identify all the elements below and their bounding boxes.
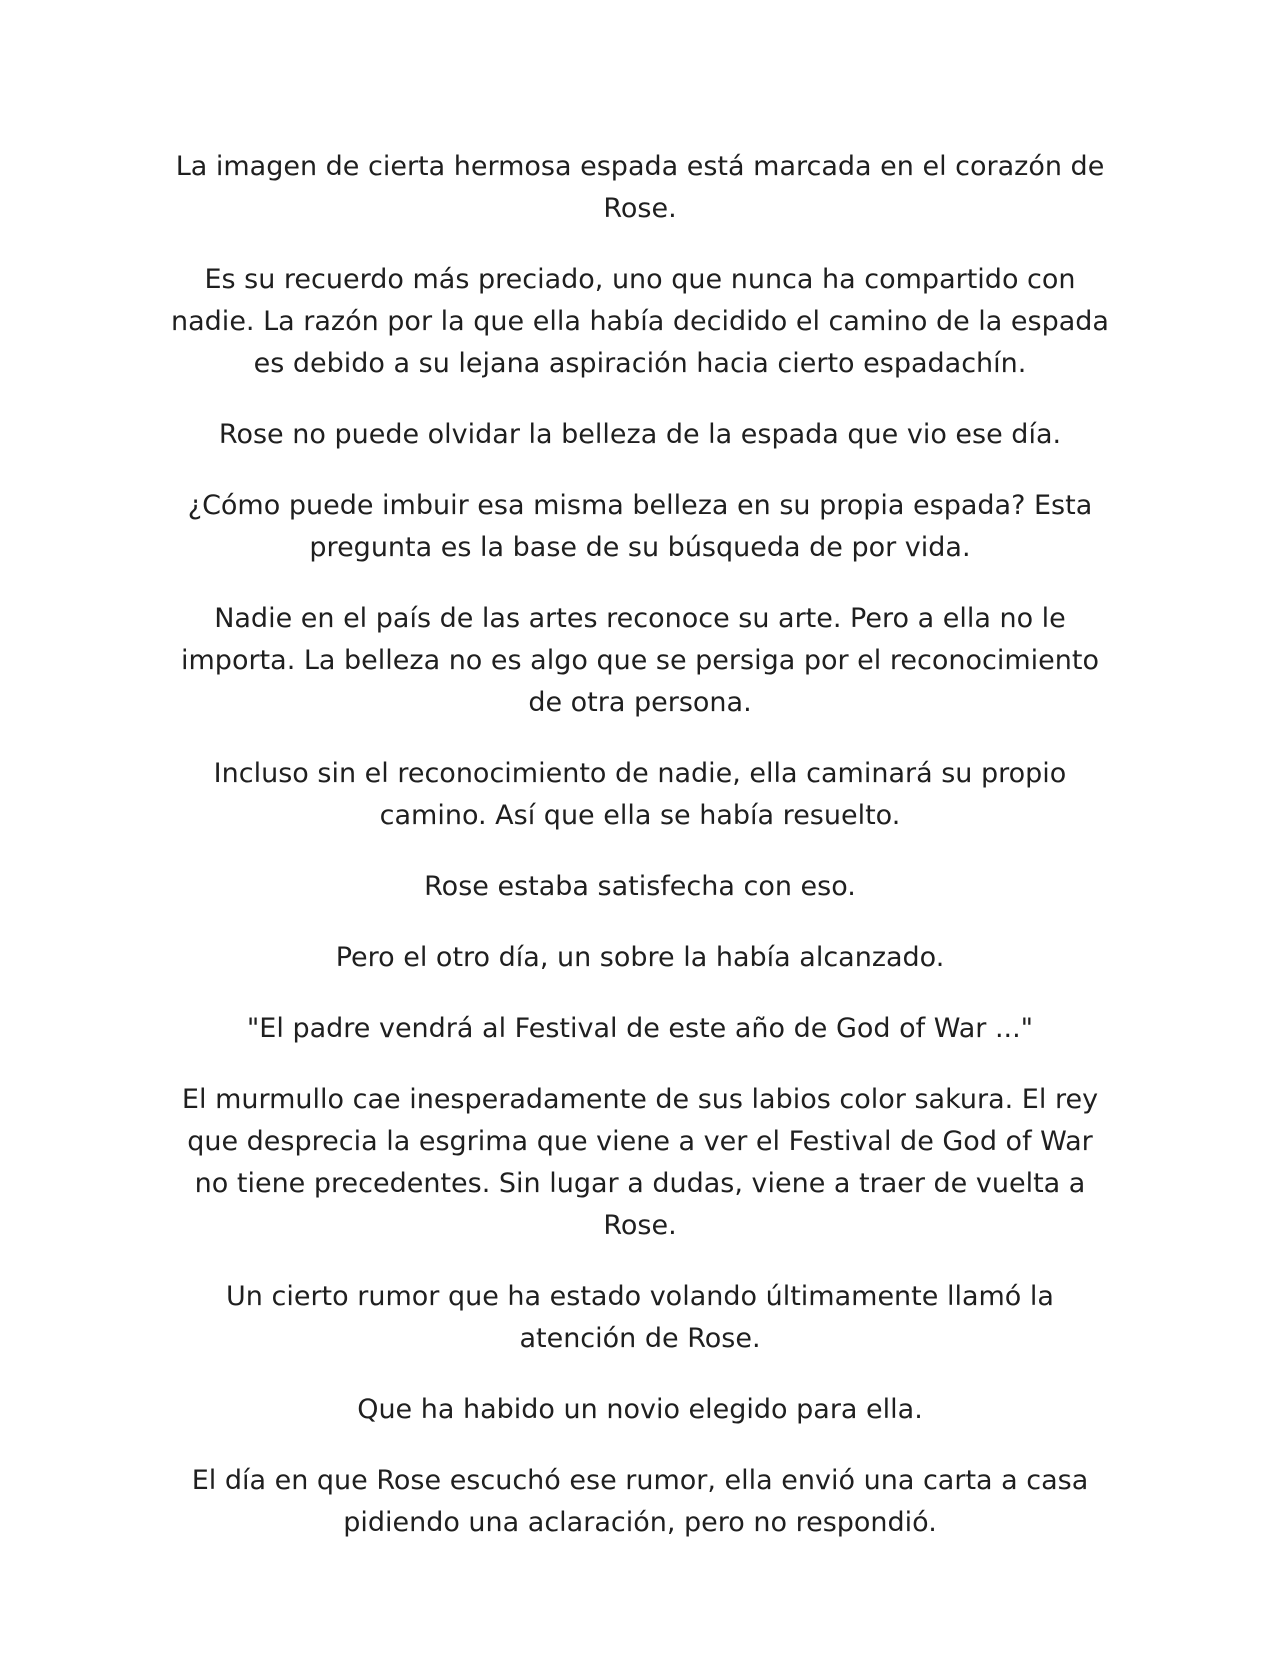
document-body: [170, 146, 1110, 1573]
paragraph-1: La imagen de cierta hermosa espada está marcada en el corazón de Rose.: [175, 151, 1105, 224]
paragraph-2: Es su recuerdo más preciado, uno que nunca ha compartido con nadie. La razón por la que ella había decidido el camino de la espada es debido a su lejana aspiración hacia cierto espadachín.: [171, 264, 1109, 379]
paragraph-3: Rose no puede olvidar la belleza de la espada que vio ese día.: [218, 419, 1062, 450]
paragraph-13: El día en que Rose escuchó ese rumor, ella envió una carta a casa pidiendo una aclaración, pero no respondió.: [191, 1465, 1089, 1538]
paragraph-12: Que ha habido un novio elegido para ella.: [357, 1394, 923, 1425]
paragraph-6: Incluso sin el reconocimiento de nadie, ella caminará su propio camino. Así que ella se había resuelto.: [213, 758, 1067, 831]
paragraph-9: "El padre vendrá al Festival de este año de God of War ...": [246, 1013, 1034, 1044]
paragraph-4: ¿Cómo puede imbuir esa misma belleza en su propia espada? Esta pregunta es la base de su búsqueda de por vida.: [187, 490, 1093, 563]
paragraph-8: Pero el otro día, un sobre la había alcanzado.: [335, 942, 945, 973]
paragraph-7: Rose estaba satisfecha con eso.: [424, 871, 856, 902]
paragraph-11: Un cierto rumor que ha estado volando últimamente llamó la atención de Rose.: [226, 1281, 1054, 1354]
paragraph-10: El murmullo cae inesperadamente de sus labios color sakura. El rey que desprecia la esgrima que viene a ver el Festival de God of War no tiene precedentes. Sin lugar a dudas, viene a traer de vuelta a Rose.: [181, 1084, 1099, 1241]
paragraph-5: Nadie en el país de las artes reconoce su arte. Pero a ella no le importa. La belleza no es algo que se persiga por el reconocimiento de otra persona.: [181, 603, 1099, 718]
